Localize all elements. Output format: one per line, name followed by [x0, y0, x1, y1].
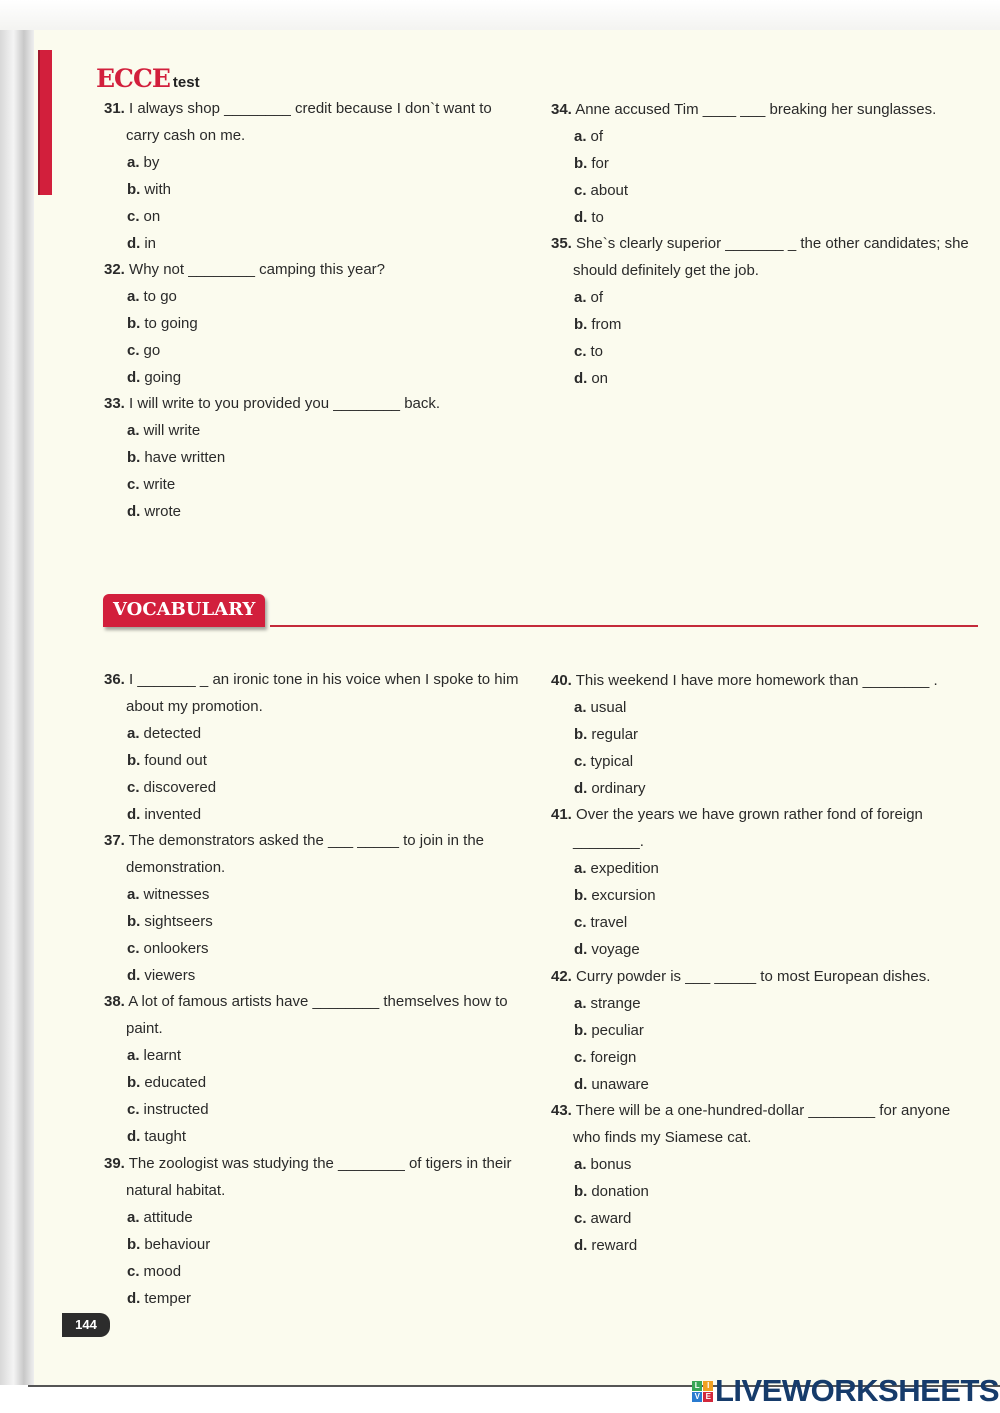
option-letter: c. [574, 1209, 587, 1227]
option-text: on [591, 369, 609, 387]
option-letter: a. [127, 287, 140, 305]
option-text: mood [143, 1262, 182, 1280]
answer-option[interactable] [104, 418, 440, 445]
option-text: for [591, 154, 609, 172]
option-letter: a. [127, 1046, 140, 1064]
question-text: This weekend I have more homework than ________ . [575, 672, 938, 689]
answer-option[interactable] [551, 695, 938, 722]
question-number: 39. [104, 1155, 125, 1172]
option-letter: d. [127, 502, 141, 520]
logo-suffix: test [172, 74, 200, 91]
option-text: learnt [143, 1046, 182, 1064]
option-text: temper [144, 1289, 192, 1307]
question-text-continued: natural habitat. [126, 1181, 226, 1199]
question-text-continued: should definitely get the job. [573, 261, 759, 279]
option-letter: d. [127, 805, 141, 823]
option-letter: b. [574, 1182, 588, 1200]
question-text: Curry powder is ___ _____ to most European dishes. [576, 968, 931, 985]
question-number: 42. [551, 968, 572, 985]
option-letter: a. [574, 288, 587, 306]
section-title-vocabulary: VOCABULARY [103, 594, 265, 627]
answer-option[interactable] [551, 339, 969, 366]
question-number: 35. [551, 235, 572, 252]
option-letter: d. [574, 1075, 588, 1093]
option-letter: d. [127, 234, 141, 252]
question-37 [104, 828, 484, 989]
answer-option[interactable] [104, 1259, 512, 1286]
question-number: 34. [551, 101, 572, 118]
option-text: sightseers [144, 912, 213, 930]
question-33 [104, 391, 440, 526]
option-text: of [590, 288, 604, 306]
option-text: invented [144, 805, 202, 823]
watermark-text: LIVEWORKSHEETS [715, 1373, 1000, 1408]
logo-letter: I [703, 1381, 713, 1391]
question-38 [104, 989, 508, 1150]
answer-option[interactable] [551, 151, 936, 178]
option-text: strange [590, 994, 641, 1012]
option-letter: c. [127, 207, 140, 225]
option-text: viewers [144, 966, 196, 984]
option-text: bonus [590, 1155, 632, 1173]
option-letter: d. [574, 208, 588, 226]
option-text: go [143, 341, 161, 359]
question-text: Anne accused Tim ____ ___ breaking her sunglasses. [575, 101, 937, 118]
answer-option[interactable] [551, 1233, 950, 1260]
option-letter: b. [127, 1235, 141, 1253]
option-text: with [144, 180, 172, 198]
question-35 [551, 231, 969, 392]
option-text: unaware [591, 1075, 649, 1093]
answer-option[interactable] [551, 856, 923, 883]
question-42 [551, 964, 930, 1099]
option-letter: b. [127, 751, 141, 769]
option-text: in [144, 234, 157, 252]
option-text: ordinary [591, 779, 646, 797]
option-text: usual [590, 698, 627, 716]
question-number: 43. [551, 1102, 572, 1119]
answer-option[interactable] [104, 231, 492, 258]
answer-option[interactable] [104, 204, 492, 231]
option-text: travel [590, 913, 628, 931]
question-31 [104, 96, 492, 257]
answer-option[interactable] [104, 150, 492, 177]
option-text: award [590, 1209, 632, 1227]
logo-text: ECCE [96, 64, 170, 93]
answer-option[interactable] [551, 205, 936, 232]
answer-option[interactable] [104, 472, 440, 499]
answer-option[interactable] [551, 124, 936, 151]
option-letter: a. [574, 698, 587, 716]
logo-letter: V [692, 1392, 702, 1402]
option-text: onlookers [143, 939, 209, 957]
page-number: 144 [62, 1313, 110, 1337]
option-letter: c. [574, 1048, 587, 1066]
answer-option[interactable] [551, 312, 969, 339]
option-letter: b. [127, 912, 141, 930]
question-text: I _______ _ an ironic tone in his voice when I spoke to him [129, 671, 519, 688]
option-letter: b. [574, 315, 588, 333]
option-letter: c. [574, 752, 587, 770]
question-number: 38. [104, 993, 125, 1010]
answer-option[interactable] [551, 991, 930, 1018]
option-text: peculiar [591, 1021, 644, 1039]
answer-option[interactable] [104, 1097, 508, 1124]
answer-option[interactable] [104, 365, 385, 392]
question-text: Over the years we have grown rather fond of foreign [576, 806, 923, 823]
option-letter: d. [574, 369, 588, 387]
red-edge-bar [38, 50, 52, 195]
option-letter: a. [127, 421, 140, 439]
option-letter: d. [574, 940, 588, 958]
option-text: going [144, 368, 182, 386]
answer-option[interactable] [104, 177, 492, 204]
answer-option[interactable] [551, 1072, 930, 1099]
answer-option[interactable] [551, 178, 936, 205]
option-text: discovered [143, 778, 217, 796]
option-letter: c. [574, 913, 587, 931]
option-letter: a. [127, 1208, 140, 1226]
option-text: witnesses [143, 885, 210, 903]
answer-option[interactable] [104, 882, 484, 909]
option-text: typical [590, 752, 634, 770]
option-letter: c. [127, 1262, 140, 1280]
option-letter: a. [127, 885, 140, 903]
option-letter: b. [574, 725, 588, 743]
option-letter: d. [574, 1236, 588, 1254]
option-text: to go [143, 287, 177, 305]
answer-option[interactable] [551, 1206, 950, 1233]
option-letter: b. [574, 886, 588, 904]
option-letter: b. [127, 448, 141, 466]
question-34 [551, 97, 936, 232]
option-text: behaviour [144, 1235, 211, 1253]
question-number: 41. [551, 806, 572, 823]
question-text-continued: paint. [126, 1019, 163, 1037]
option-letter: c. [127, 778, 140, 796]
question-32 [104, 257, 385, 392]
logo-letter: E [703, 1392, 713, 1402]
option-text: by [143, 153, 160, 171]
question-number: 31. [104, 100, 125, 117]
option-text: on [143, 207, 161, 225]
option-text: detected [143, 724, 202, 742]
answer-option[interactable] [551, 1018, 930, 1045]
answer-option[interactable] [551, 1179, 950, 1206]
option-letter: a. [127, 153, 140, 171]
option-letter: d. [127, 966, 141, 984]
option-text: to going [144, 314, 198, 332]
option-text: educated [144, 1073, 207, 1091]
option-text: voyage [591, 940, 640, 958]
option-text: donation [591, 1182, 649, 1200]
question-text-continued: about my promotion. [126, 697, 263, 715]
answer-option[interactable] [104, 775, 518, 802]
option-text: instructed [143, 1100, 209, 1118]
option-letter: c. [574, 181, 587, 199]
option-letter: b. [127, 1073, 141, 1091]
answer-option[interactable] [104, 338, 385, 365]
liveworksheets-logo-icon [692, 1381, 713, 1402]
answer-option[interactable] [551, 285, 969, 312]
logo-letter: L [692, 1381, 702, 1391]
answer-option[interactable] [551, 937, 923, 964]
option-letter: a. [574, 994, 587, 1012]
answer-option[interactable] [551, 910, 923, 937]
question-36 [104, 667, 518, 828]
question-number: 40. [551, 672, 572, 689]
question-text: The demonstrators asked the ___ _____ to join in the [128, 832, 484, 849]
question-number: 37. [104, 832, 125, 849]
answer-option[interactable] [551, 776, 938, 803]
option-text: of [590, 127, 604, 145]
answer-option[interactable] [551, 1045, 930, 1072]
scan-top-margin [0, 0, 1000, 32]
option-letter: d. [127, 368, 141, 386]
question-39 [104, 1151, 512, 1312]
question-text-continued: ________. [573, 832, 644, 850]
option-text: write [143, 475, 176, 493]
option-letter: a. [127, 724, 140, 742]
ecce-test-logo [96, 64, 200, 93]
option-letter: d. [127, 1289, 141, 1307]
option-letter: d. [574, 779, 588, 797]
question-text-continued: carry cash on me. [126, 126, 246, 144]
answer-option[interactable] [104, 311, 385, 338]
answer-option[interactable] [104, 499, 440, 526]
question-text: A lot of famous artists have ________ themselves how to [128, 993, 508, 1010]
answer-option[interactable] [104, 1232, 512, 1259]
question-text: I always shop ________ credit because I don`t want to [129, 100, 492, 117]
question-text: There will be a one-hundred-dollar ________ for anyone [575, 1102, 951, 1119]
option-letter: c. [127, 341, 140, 359]
question-43 [551, 1098, 950, 1259]
question-text-continued: demonstration. [126, 858, 226, 876]
answer-option[interactable] [551, 366, 969, 393]
answer-option[interactable] [551, 883, 923, 910]
answer-option[interactable] [104, 748, 518, 775]
answer-option[interactable] [104, 721, 518, 748]
answer-option[interactable] [551, 1152, 950, 1179]
answer-option[interactable] [104, 936, 484, 963]
option-text: found out [144, 751, 207, 769]
option-text: will write [143, 421, 201, 439]
option-letter: a. [574, 1155, 587, 1173]
option-text: to [591, 208, 604, 226]
option-letter: a. [574, 859, 587, 877]
option-letter: b. [127, 314, 141, 332]
answer-option[interactable] [551, 722, 938, 749]
question-40 [551, 668, 938, 803]
answer-option[interactable] [104, 445, 440, 472]
question-text-continued: who finds my Siamese cat. [573, 1128, 752, 1146]
liveworksheets-watermark [692, 1373, 999, 1409]
option-text: to [590, 342, 604, 360]
option-text: attitude [143, 1208, 193, 1226]
option-text: regular [591, 725, 639, 743]
question-text: I will write to you provided you ________ back. [129, 395, 441, 412]
question-number: 33. [104, 395, 125, 412]
option-text: from [591, 315, 622, 333]
answer-option[interactable] [104, 1205, 512, 1232]
answer-option[interactable] [104, 1286, 512, 1313]
option-letter: c. [574, 342, 587, 360]
book-spine [0, 30, 34, 1385]
option-text: about [590, 181, 629, 199]
option-text: excursion [591, 886, 656, 904]
option-letter: b. [127, 180, 141, 198]
question-number: 32. [104, 261, 125, 278]
option-text: taught [144, 1127, 187, 1145]
answer-option[interactable] [104, 284, 385, 311]
answer-option[interactable] [104, 1070, 508, 1097]
option-letter: b. [574, 154, 588, 172]
option-letter: c. [127, 1100, 140, 1118]
option-letter: c. [127, 475, 140, 493]
answer-option[interactable] [104, 1124, 508, 1151]
question-text: The zoologist was studying the ________ of tigers in their [128, 1155, 512, 1172]
answer-option[interactable] [104, 1043, 508, 1070]
option-letter: b. [574, 1021, 588, 1039]
answer-option[interactable] [104, 963, 484, 990]
question-41 [551, 802, 923, 963]
answer-option[interactable] [104, 909, 484, 936]
option-letter: c. [127, 939, 140, 957]
option-letter: a. [574, 127, 587, 145]
question-text: Why not ________ camping this year? [129, 261, 386, 278]
option-text: have written [144, 448, 226, 466]
section-divider [270, 625, 978, 627]
option-letter: d. [127, 1127, 141, 1145]
option-text: wrote [144, 502, 182, 520]
option-text: expedition [590, 859, 659, 877]
answer-option[interactable] [104, 802, 518, 829]
option-text: foreign [590, 1048, 637, 1066]
option-text: reward [591, 1236, 638, 1254]
question-text: She`s clearly superior _______ _ the other candidates; she [576, 235, 969, 252]
answer-option[interactable] [551, 749, 938, 776]
question-number: 36. [104, 671, 125, 688]
